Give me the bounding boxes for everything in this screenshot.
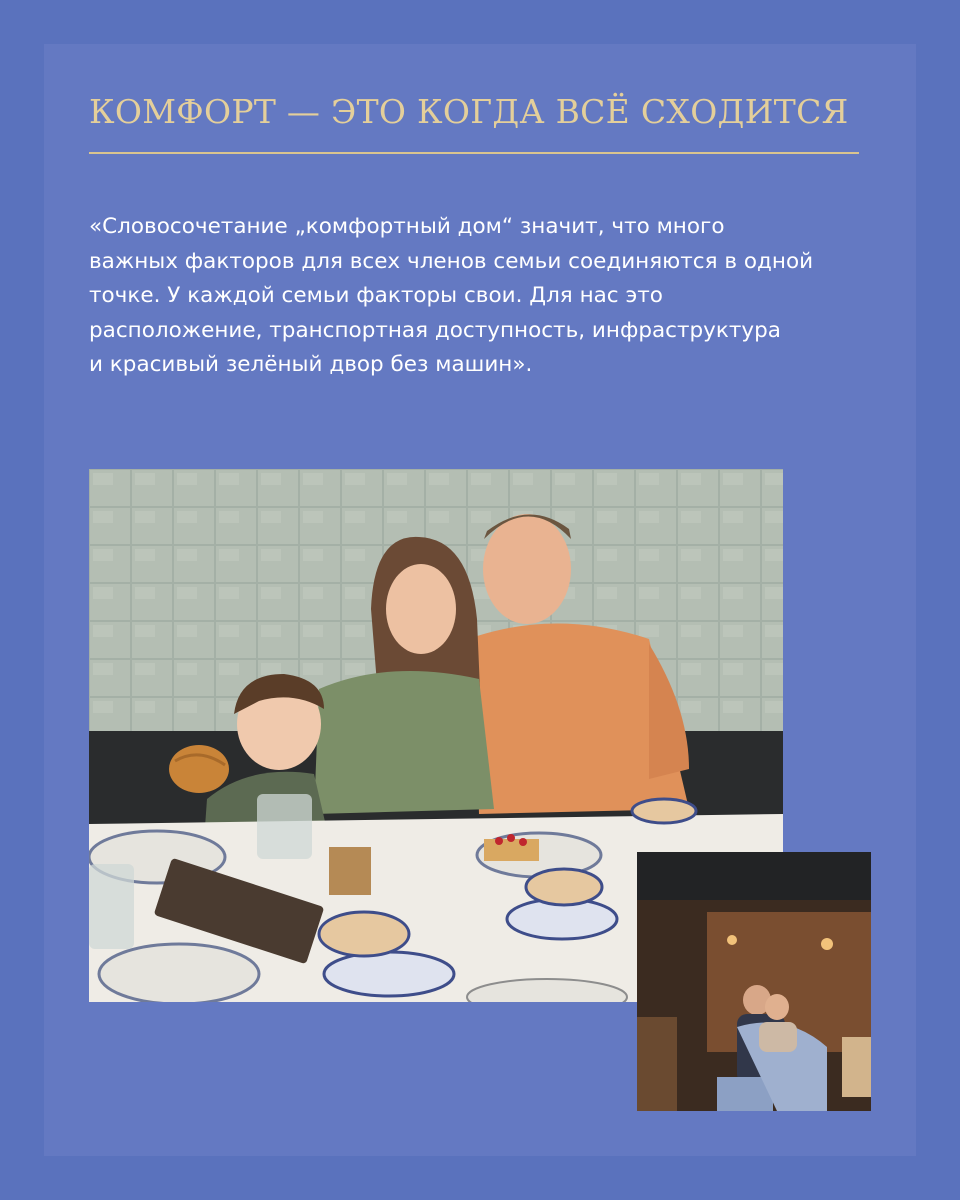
quote-line: точке. У каждой семьи факторы свои. Для нас это (89, 283, 663, 308)
quote-line: «Словосочетание „комфортный дом“ значит, что много (89, 214, 725, 239)
quote-text (89, 210, 889, 383)
family-storefront-photo (637, 852, 871, 1111)
quote-line: и красивый зелёный двор без машин». (89, 352, 533, 377)
family-storefront-illustration (637, 852, 871, 1111)
title-divider (89, 152, 859, 154)
quote-line: важных факторов для всех членов семьи соединяются в одной (89, 248, 814, 274)
page-title: КОМФОРТ — ЭТО КОГДА ВСЁ СХОДИТСЯ (89, 92, 849, 131)
quote-line: расположение, транспортная доступность, инфраструктура (89, 317, 781, 343)
